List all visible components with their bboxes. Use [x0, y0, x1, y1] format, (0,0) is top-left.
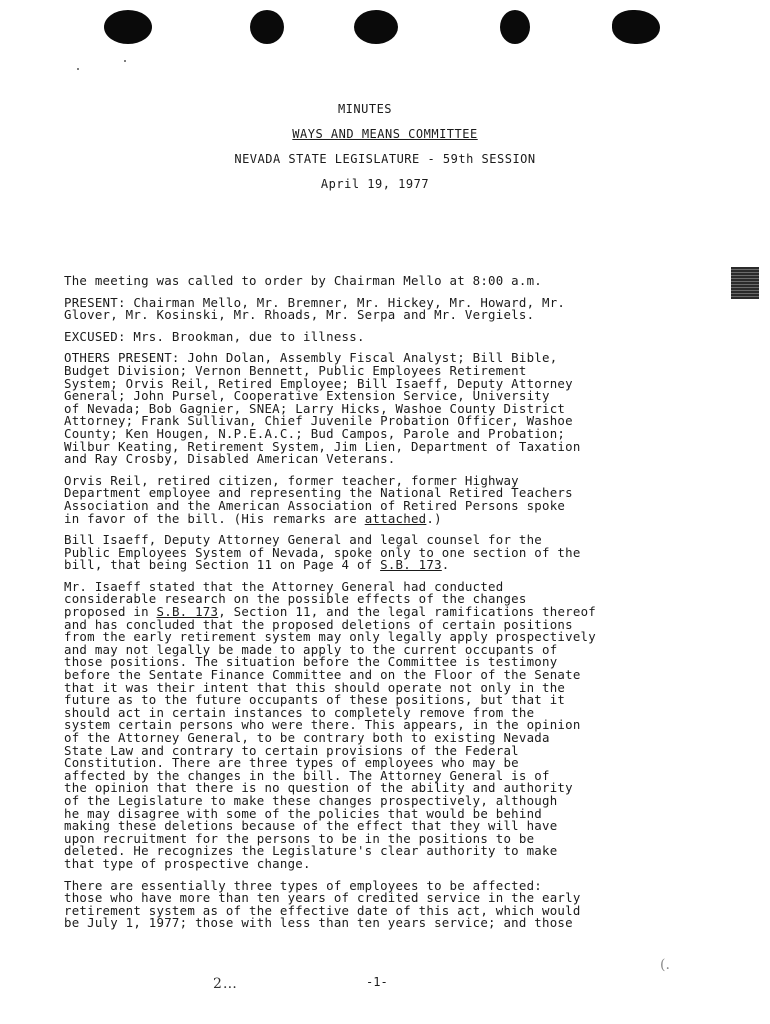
punch-hole-icon: [500, 10, 530, 44]
isaeff-statement-paragraph: Mr. Isaeff stated that the Attorney General had conducted considerable research on the possible effects of the changes proposed in S.B. 173, Section 11, and the legal ramifications thereof and has concluded that the proposed deletions of certain positions from the early retirement system may only legally apply prospectively and may not legally be made to apply to the current occupants of those positions. The situation before the Committee is testimony before the Sentate Finance Committee and on the Floor of the Senate that it was their intent that this should operate not only in the future as to the future occupants of these positions, but that it should act in certain instances to completely remove from the system certain persons who were there. This appears, in the opinion of the Attorney General, to be contrary both to existing Nevada State Law and contrary to certain provisions of the Federal Constitution. There are three types of employees who may be affected by the changes in the bill. The Attorney General is of the opinion that there is no question of the ability and authority of the Legislature to make these changes prospectively, although he may disagree with some of the policies that would be behind making these deletions because of the effect that they will have upon recruitment for the persons to be in the positions to be deleted. He recognizes the Legislature's clear authority to make that type of prospective change.: [64, 578, 596, 871]
punch-hole-icon: [104, 10, 152, 44]
others-present-paragraph: OTHERS PRESENT: John Dolan, Assembly Fiscal Analyst; Bill Bible, Budget Division; Vernon Bennett, Public Employees Retirement System; Orvis Reil, Retired Employee; Bill Isaeff, Deputy Attorney General; John Pursel, Cooperative Extension Service, University of Nevada; Bob Gagnier, SNEA; Larry Hicks, Washoe County District Attorney; Frank Sullivan, Chief Juvenile Probation Officer, Washoe County; Ken Hougen, N.P.E.A.C.; Bud Campos, Parole and Probation; Wilbur Keating, Retirement System, Jim Lien, Department of Taxation and Ray Crosby, Disabled American Veterans.: [64, 350, 581, 467]
excused-paragraph: EXCUSED: Mrs. Brookman, due to illness.: [64, 328, 365, 344]
scan-speck: [77, 68, 79, 70]
isaeff-intro-paragraph: Bill Isaeff, Deputy Attorney General and legal counsel for the Public Employees System of Nevada, spoke only to one section of the bill, that being Section 11 on Page 4 of S.B. 173.: [64, 532, 581, 573]
punch-hole-icon: [612, 10, 660, 44]
bill-reference: S.B. 173: [380, 557, 442, 573]
present-paragraph: PRESENT: Chairman Mello, Mr. Bremner, Mr. Hickey, Mr. Howard, Mr. Glover, Mr. Kosinski, Mr. Rhoads, Mr. Serpa and Mr. Vergiels.: [64, 294, 566, 323]
scan-speck: [124, 60, 126, 62]
committee-name: WAYS AND MEANS COMMITTEE: [292, 127, 478, 141]
document-title: MINUTES: [337, 102, 393, 116]
meeting-date: April 19, 1977: [320, 177, 430, 191]
punch-hole-icon: [250, 10, 284, 44]
minutes-body: [64, 275, 704, 939]
legislature-session: NEVADA STATE LEGISLATURE - 59th SESSION: [234, 152, 536, 166]
margin-mark-icon: [731, 267, 759, 299]
attached-reference: attached: [364, 510, 427, 526]
reil-testimony-paragraph: Orvis Reil, retired citizen, former teacher, former Highway Department employee and representing the National Retired Teachers Association and the American Association of Retired Persons spoke in favor of the bill. (His remarks are attached.): [64, 472, 573, 526]
corner-scribble-icon: (.: [660, 957, 670, 973]
page-number: -1-: [366, 975, 388, 989]
handwritten-note: 2…: [213, 976, 238, 992]
bill-reference: S.B. 173: [156, 604, 219, 620]
call-to-order-paragraph: The meeting was called to order by Chairman Mello at 8:00 a.m.: [64, 273, 543, 288]
punch-hole-icon: [354, 10, 398, 44]
employee-types-paragraph: There are essentially three types of employees to be affected: those who have more than ten years of credited service in the early retirement system as of the effective date of this act, which would be July 1, 1977; those with less than ten years service; and those: [64, 877, 581, 931]
